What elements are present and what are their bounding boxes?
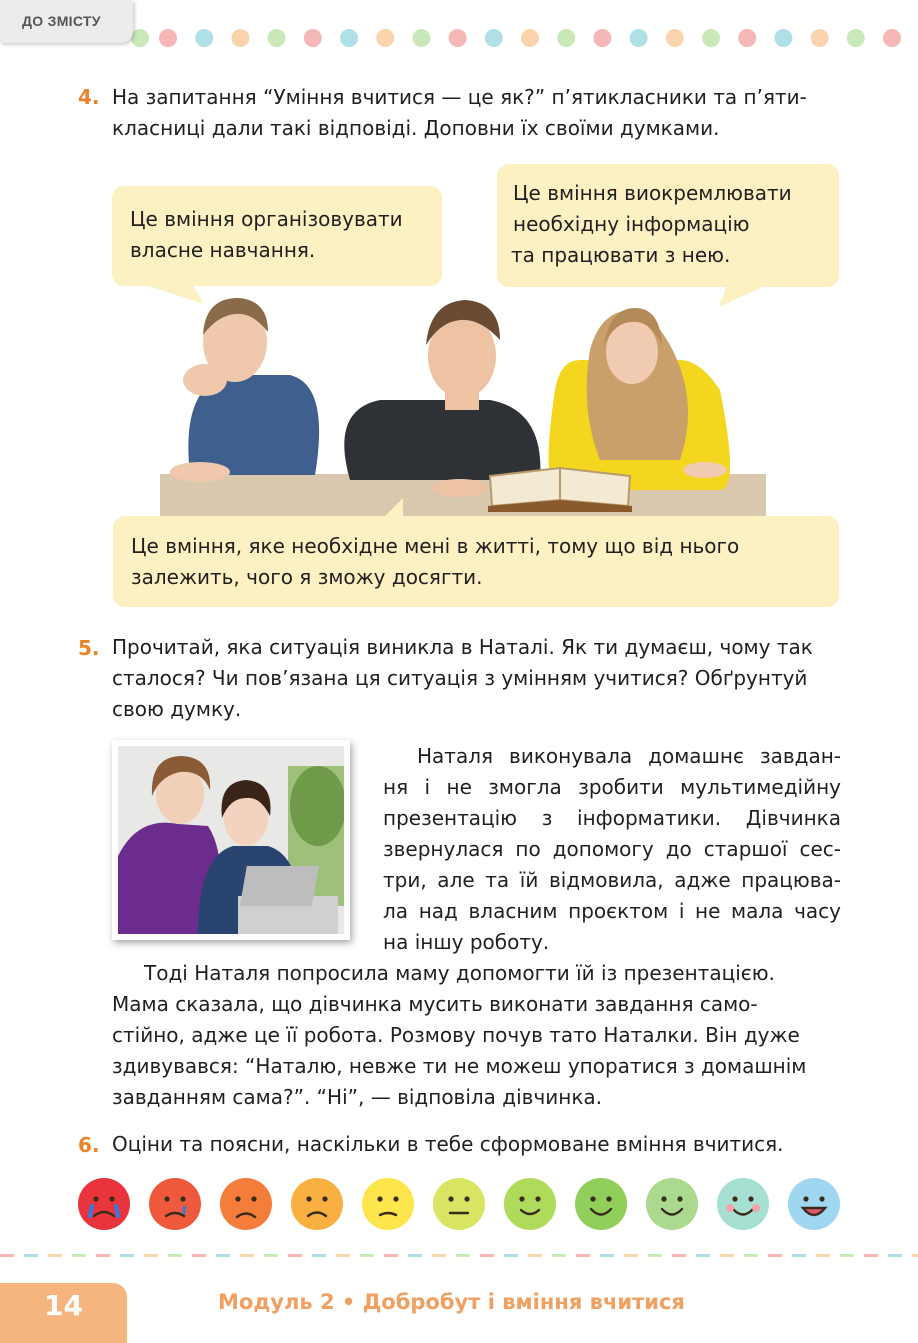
decorative-dot (412, 29, 430, 47)
neutral-face-icon[interactable] (431, 1176, 487, 1232)
decorative-dash (240, 1254, 254, 1257)
decorative-dash (120, 1254, 134, 1257)
decorative-dot (630, 29, 648, 47)
decorative-dash (408, 1254, 422, 1257)
footer-dashed-divider (0, 1252, 918, 1260)
decorative-dash (792, 1254, 806, 1257)
decorative-dash (744, 1254, 758, 1257)
decorative-dot (304, 29, 322, 47)
bubble-right-line-2: необхідну інформацію (513, 212, 750, 236)
decorative-dash (648, 1254, 662, 1257)
decorative-dash (24, 1254, 38, 1257)
task-5-line-3: свою думку. (112, 697, 242, 721)
bubble-right-line-1: Це вміння виокремлювати (513, 181, 792, 205)
bubble-left-line-2: власне навчання. (130, 238, 316, 262)
decorative-dot (883, 29, 901, 47)
task-4-number: 4. (78, 85, 100, 109)
decorative-dash (144, 1254, 158, 1257)
story-side-text (383, 741, 841, 958)
decorative-dash (600, 1254, 614, 1257)
decorative-dash (888, 1254, 902, 1257)
decorative-dot (485, 29, 503, 47)
story-line-7: на іншу роботу. (383, 930, 550, 954)
decorative-dash (312, 1254, 326, 1257)
slight-smile-face-icon[interactable] (502, 1176, 558, 1232)
decorative-dot (521, 29, 539, 47)
task-4-line-2: класниці дали такі відповіді. Доповни їх своїми думками. (112, 116, 720, 140)
smiling-face-icon[interactable] (573, 1176, 629, 1232)
frowning-face-icon[interactable] (289, 1176, 345, 1232)
decorative-dash (168, 1254, 182, 1257)
decorative-dot (774, 29, 792, 47)
sisters-photo (112, 740, 350, 940)
decorative-dash (576, 1254, 590, 1257)
bubble-tail (363, 498, 423, 518)
decorative-dash (360, 1254, 374, 1257)
page-number: 14 (0, 1283, 127, 1343)
decorative-dot (738, 29, 756, 47)
decorative-dash (672, 1254, 686, 1257)
decorative-dot (666, 29, 684, 47)
decorative-dash (96, 1254, 110, 1257)
decorative-dash (480, 1254, 494, 1257)
story-line-3: презентацію з інформатики. Дівчинка (383, 806, 841, 830)
task-6-number: 6. (78, 1133, 100, 1157)
sad-tear-face-icon[interactable] (147, 1176, 203, 1232)
decorative-dash (504, 1254, 518, 1257)
blushing-face-icon[interactable] (715, 1176, 771, 1232)
task-5-line-1: Прочитай, яка ситуація виникла в Наталі. Як ти думаєш, чому так (112, 635, 813, 659)
decorative-dash (816, 1254, 830, 1257)
decorative-dot (702, 29, 720, 47)
decorative-dash (624, 1254, 638, 1257)
decorative-dash (912, 1254, 918, 1257)
decorative-dash (192, 1254, 206, 1257)
decorative-dot (847, 29, 865, 47)
story-line-4: звернулася по допомогу до старшої сес- (383, 837, 841, 861)
crying-face-icon[interactable] (76, 1176, 132, 1232)
decorative-dot (231, 29, 249, 47)
decorative-dash (432, 1254, 446, 1257)
students-photo (160, 290, 766, 518)
decorative-dash (720, 1254, 734, 1257)
story-full-line-5: завданням сама?”. “Ні”, — відповіла дівчинка. (112, 1085, 603, 1109)
decorative-dot (593, 29, 611, 47)
decorative-dash (0, 1254, 14, 1257)
decorative-dash (768, 1254, 782, 1257)
displeased-face-icon[interactable] (360, 1176, 416, 1232)
decorative-dot (811, 29, 829, 47)
story-full-line-1: Тоді Наталя попросила маму допомогти їй із презентацією. (144, 961, 775, 985)
decorative-dash (840, 1254, 854, 1257)
story-full-text (112, 958, 840, 1113)
angry-face-icon[interactable] (218, 1176, 274, 1232)
story-full-line-4: здивувався: “Наталю, невже ти не можеш упоратися з домашнім (112, 1054, 807, 1078)
happy-face-icon[interactable] (644, 1176, 700, 1232)
task-5-line-2: сталося? Чи пов’язана ця ситуація з умінням учитися? Обґрунтуй (112, 666, 808, 690)
story-line-6: ла над власним проєктом і не мала часу (383, 899, 841, 923)
decorative-dash (72, 1254, 86, 1257)
bubble-bottom-line-1: Це вміння, яке необхідне мені в житті, тому що від нього (131, 534, 740, 558)
task-6-prompt (112, 1129, 784, 1160)
decorative-dash (216, 1254, 230, 1257)
decorative-dash (288, 1254, 302, 1257)
decorative-dash (528, 1254, 542, 1257)
task-4-line-1: На запитання “Уміння вчитися — це як?” п’ятикласники та п’яти- (112, 85, 807, 109)
decorative-dash (264, 1254, 278, 1257)
decorative-dash (384, 1254, 398, 1257)
decorative-dot (268, 29, 286, 47)
speech-bubble-right (497, 164, 839, 287)
decorative-dot (557, 29, 575, 47)
laughing-face-icon[interactable] (786, 1176, 842, 1232)
task-5-number: 5. (78, 636, 100, 660)
decorative-dot (195, 29, 213, 47)
toc-button[interactable]: ДО ЗМІСТУ (0, 0, 133, 43)
speech-bubble-left (112, 186, 442, 286)
speech-bubble-bottom (113, 516, 839, 607)
decorative-dash (696, 1254, 710, 1257)
story-line-2: ня і не змогла зробити мультимедійну (383, 775, 841, 799)
footer-module-title: Модуль 2 • Добробут і вміння вчитися (218, 1290, 685, 1314)
story-line-5: три, але та їй відмовила, адже працюва- (383, 868, 841, 892)
decorative-dot (159, 29, 177, 47)
decorative-dots-row (0, 0, 918, 60)
story-full-line-2: Мама сказала, що дівчинка мусить виконати завдання само- (112, 992, 758, 1016)
decorative-dash (456, 1254, 470, 1257)
bubble-left-line-1: Це вміння організовувати (130, 207, 403, 231)
emoji-rating-scale (76, 1176, 856, 1234)
decorative-dot (340, 29, 358, 47)
decorative-dash (864, 1254, 878, 1257)
decorative-dash (336, 1254, 350, 1257)
task-5-prompt (112, 632, 813, 725)
bubble-right-line-3: та працювати з нею. (511, 243, 731, 267)
decorative-dash (48, 1254, 62, 1257)
decorative-dot (131, 29, 149, 47)
task-6-line: Оціни та поясни, наскільки в тебе сформоване вміння вчитися. (112, 1132, 784, 1156)
story-full-line-3: стійно, адже це її робота. Розмову почув тато Наталки. Він дуже (112, 1023, 800, 1047)
decorative-dash (552, 1254, 566, 1257)
task-4-prompt (112, 82, 807, 144)
decorative-dot (376, 29, 394, 47)
bubble-bottom-line-2: залежить, чого я зможу досягти. (131, 565, 483, 589)
decorative-dot (449, 29, 467, 47)
story-line-1: Наталя виконувала домашнє завдан- (417, 744, 841, 768)
